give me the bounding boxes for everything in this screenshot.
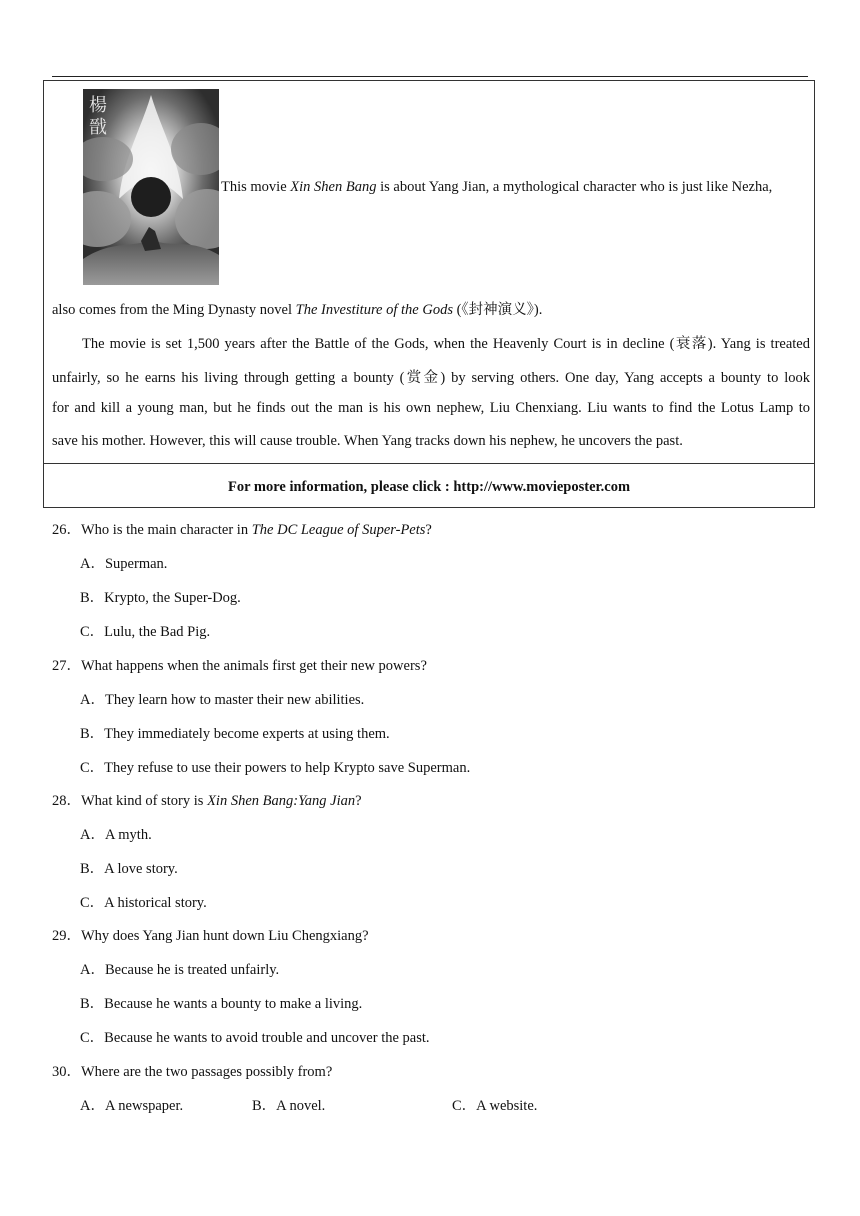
question-27-option-b[interactable]: B．They immediately become experts at using them. (80, 726, 390, 742)
question-30: 30．Where are the two passages possibly from? (52, 1064, 333, 1080)
question-30-option-a[interactable]: A．A newspaper. (80, 1098, 184, 1114)
question-30-option-c[interactable]: C．A website. (452, 1098, 538, 1114)
passage-p2-line-2: unfairly, so he earns his living through getting a bounty (赏金) by serving others. One day, Yang accepts a bounty to look (52, 370, 810, 386)
more-info-link[interactable]: For more information, please click : http://www.movieposter.com (227, 479, 631, 495)
question-27-option-a[interactable]: A．They learn how to master their new abilities. (80, 692, 365, 708)
movie-poster-image (83, 89, 219, 285)
question-26-option-a[interactable]: A．Superman. (80, 556, 168, 572)
svg-text:戩: 戩 (89, 117, 107, 138)
question-26-option-c[interactable]: C．Lulu, the Bad Pig. (80, 624, 211, 640)
passage-box (43, 80, 815, 508)
question-29-option-b[interactable]: B．Because he wants a bounty to make a living. (80, 996, 363, 1012)
question-29-option-a[interactable]: A．Because he is treated unfairly. (80, 962, 280, 978)
question-26-option-b[interactable]: B．Krypto, the Super-Dog. (80, 590, 241, 606)
movie-title-xin-shen-bang: Xin Shen Bang (290, 179, 377, 195)
question-28: 28．What kind of story is Xin Shen Bang:Yang Jian? (52, 793, 362, 809)
passage-line-1: This movie Xin Shen Bang is about Yang Jian, a mythological character who is just like Nezha, (221, 179, 773, 195)
poster-illustration (83, 89, 219, 285)
passage-p2-line-3: for and kill a young man, but he finds out the man is his own nephew, Liu Chenxiang. Liu wants to find the Lotus Lamp to (52, 400, 810, 416)
box-divider (44, 463, 814, 464)
question-27-option-c[interactable]: C．They refuse to use their powers to help Krypto save Superman. (80, 760, 471, 776)
svg-text:楊: 楊 (89, 95, 107, 116)
question-27: 27．What happens when the animals first get their new powers? (52, 658, 427, 674)
question-28-option-a[interactable]: A．A myth. (80, 827, 152, 843)
top-rule (52, 76, 808, 77)
passage-line-2: also comes from the Ming Dynasty novel The Investiture of the Gods (《封神演义》). (52, 302, 543, 318)
question-30-option-b[interactable]: B．A novel. (252, 1098, 326, 1114)
question-29: 29．Why does Yang Jian hunt down Liu Chengxiang? (52, 928, 369, 944)
question-28-option-b[interactable]: B．A love story. (80, 861, 178, 877)
question-29-option-c[interactable]: C．Because he wants to avoid trouble and uncover the past. (80, 1030, 430, 1046)
question-28-option-c[interactable]: C．A historical story. (80, 895, 207, 911)
novel-title: The Investiture of the Gods (295, 302, 453, 318)
passage-p2-line-4: save his mother. However, this will cause trouble. When Yang tracks down his nephew, he uncovers the past. (52, 433, 683, 449)
question-26: 26．Who is the main character in The DC League of Super-Pets? (52, 522, 432, 538)
passage-p2-line-1: The movie is set 1,500 years after the Battle of the Gods, when the Heavenly Court is in decline (衰落). Yang is treated (82, 336, 810, 352)
